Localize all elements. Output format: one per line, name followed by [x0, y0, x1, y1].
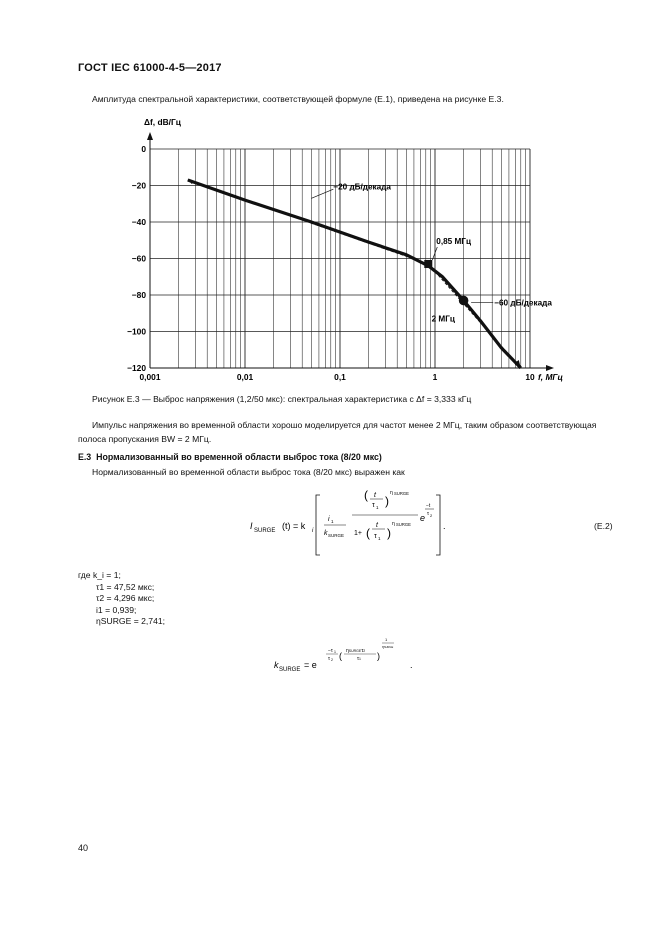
- y-tick-label: −40: [131, 217, 146, 227]
- section-heading: [78, 452, 382, 462]
- formula-e2-svg: [240, 485, 470, 565]
- eta-den: η: [392, 521, 395, 527]
- section-title: Нормализованный во временной области выброс тока (8/20 мкс): [96, 452, 382, 462]
- tau2-sub: 2: [430, 513, 433, 518]
- page-number: 40: [78, 843, 89, 853]
- k-exp-neg-tau1: −τ: [328, 648, 333, 654]
- k-tau1: τ1: [357, 656, 361, 662]
- x-tick-label: 0,001: [139, 372, 161, 382]
- point-label-2mhz: 2 МГц: [431, 314, 455, 324]
- where-item-4: ηSURGE = 2,741;: [96, 616, 166, 626]
- paren-open-den: (: [366, 526, 370, 540]
- ksurge-sub: SURGE: [279, 667, 301, 673]
- formula-i1-sub: 1: [331, 519, 334, 524]
- x-tick-label: 10: [525, 372, 535, 382]
- right-bracket: [436, 495, 440, 555]
- k-paren-open: (: [339, 651, 342, 661]
- k-outer-one: 1: [385, 637, 388, 642]
- exp-e: e: [420, 513, 426, 523]
- ksurge-tail: .: [410, 660, 413, 670]
- where-intro: где k_i = 1;: [78, 570, 121, 580]
- one-plus: 1+: [354, 530, 362, 537]
- chart-svg: [120, 110, 580, 390]
- variable-definitions: [78, 570, 165, 628]
- y-tick-label: −20: [131, 180, 146, 191]
- k-exp-tau2: τ: [328, 656, 330, 662]
- formula-ki-sub: i: [312, 528, 314, 534]
- exp-num: −t: [426, 503, 431, 509]
- formula-lhs: I: [250, 521, 253, 531]
- where-item-3: i1 = 0,939;: [96, 604, 137, 615]
- y-tick-label: 0: [141, 144, 146, 154]
- y-tick-label: −100: [127, 326, 146, 337]
- formula-lhs-sub: SURGE: [254, 528, 276, 534]
- annotation-minus20: −20 дБ/декада: [333, 182, 391, 192]
- x-tick-label: 0,01: [236, 372, 254, 382]
- series-line-0: [188, 180, 521, 368]
- formula-tail: .: [443, 521, 446, 531]
- document-header: ГОСТ IEC 61000-4-5—2017: [78, 62, 222, 74]
- formula-i1: i: [328, 516, 330, 523]
- y-axis-arrow: [147, 132, 153, 140]
- x-axis-label: f, МГц: [538, 372, 563, 382]
- x-axis-arrow: [546, 365, 554, 371]
- intro-paragraph: Амплитуда спектральной характеристики, соответствующей формуле (E.1), приведена на рисунке E.3.: [92, 94, 504, 104]
- equation-number: (E.2): [594, 521, 613, 531]
- corner-point-2mhz: [459, 296, 469, 306]
- formula-e2: [240, 485, 470, 565]
- k-paren-close: ): [377, 651, 380, 661]
- formula-ksurge: [270, 636, 430, 680]
- corner-point-085: [424, 260, 432, 268]
- tau1-sub-num: 1: [376, 505, 379, 510]
- left-bracket: [316, 495, 320, 555]
- y-tick-label: −120: [127, 363, 146, 373]
- k-eta-tau2: ηSURGEτ2: [346, 648, 366, 654]
- figure-caption: Рисунок E.3 — Выброс напряжения (1,2/50 мкс): спектральная характеристика с Δf = 3,333 кГц: [92, 394, 472, 404]
- paragraph-current: Нормализованный во временной области выброс тока (8/20 мкс) выражен как: [92, 467, 405, 477]
- eta-num: η: [390, 490, 393, 496]
- k-exp-sub1: 1: [334, 650, 336, 654]
- y-tick-label: −60: [131, 253, 146, 264]
- where-item-1: τ1 = 47,52 мкс;: [96, 581, 155, 592]
- annotation-leader-minus20: [311, 189, 333, 198]
- eta-sub-den: SURGE: [396, 522, 411, 527]
- k-exp-sub2: 2: [331, 658, 333, 662]
- point-label-085: 0,85 МГц: [436, 236, 472, 246]
- y-axis-label: Δf, dB/Гц: [144, 117, 181, 127]
- x-tick-label: 0,1: [334, 372, 346, 382]
- paren-open-num: (: [364, 488, 368, 502]
- k-outer-eta: ηSURGE: [382, 645, 394, 649]
- frac-tau1-den: τ: [374, 533, 377, 540]
- annotation-minus60: −60 дБ/декада: [494, 298, 552, 308]
- where-item-0: k_i = 1;: [92, 570, 121, 580]
- formula-k: k: [324, 530, 328, 537]
- paren-close-den: ): [387, 526, 391, 540]
- eta-sub-num: SURGE: [394, 491, 409, 496]
- where-item-2: τ2 = 4,296 мкс;: [96, 593, 155, 603]
- spectrum-chart: [120, 110, 580, 390]
- x-tick-label: 1: [432, 372, 438, 382]
- formula-k-sub: SURGE: [328, 533, 345, 538]
- frac-tau1-num: τ: [372, 502, 375, 509]
- paragraph-bandwidth: Импульс напряжения во временной области хорошо моделируется для частот менее 2 МГц, таким образом соответствующая полоса пропускания BW = 2 МГц.: [78, 420, 597, 444]
- paren-close-num: ): [385, 494, 389, 508]
- frac-t-num: t: [374, 492, 376, 499]
- formula-ksurge-svg: [270, 636, 430, 680]
- y-tick-label: −80: [131, 290, 146, 300]
- section-number: E.3: [78, 452, 92, 462]
- frac-t-den: t: [376, 522, 378, 529]
- ksurge-k: k: [274, 660, 279, 670]
- exp-den: τ: [427, 511, 429, 517]
- ksurge-eq-e: = e: [304, 660, 317, 670]
- formula-lhs-arg: (t) = k: [282, 521, 306, 531]
- tau1-sub-den: 1: [378, 536, 381, 541]
